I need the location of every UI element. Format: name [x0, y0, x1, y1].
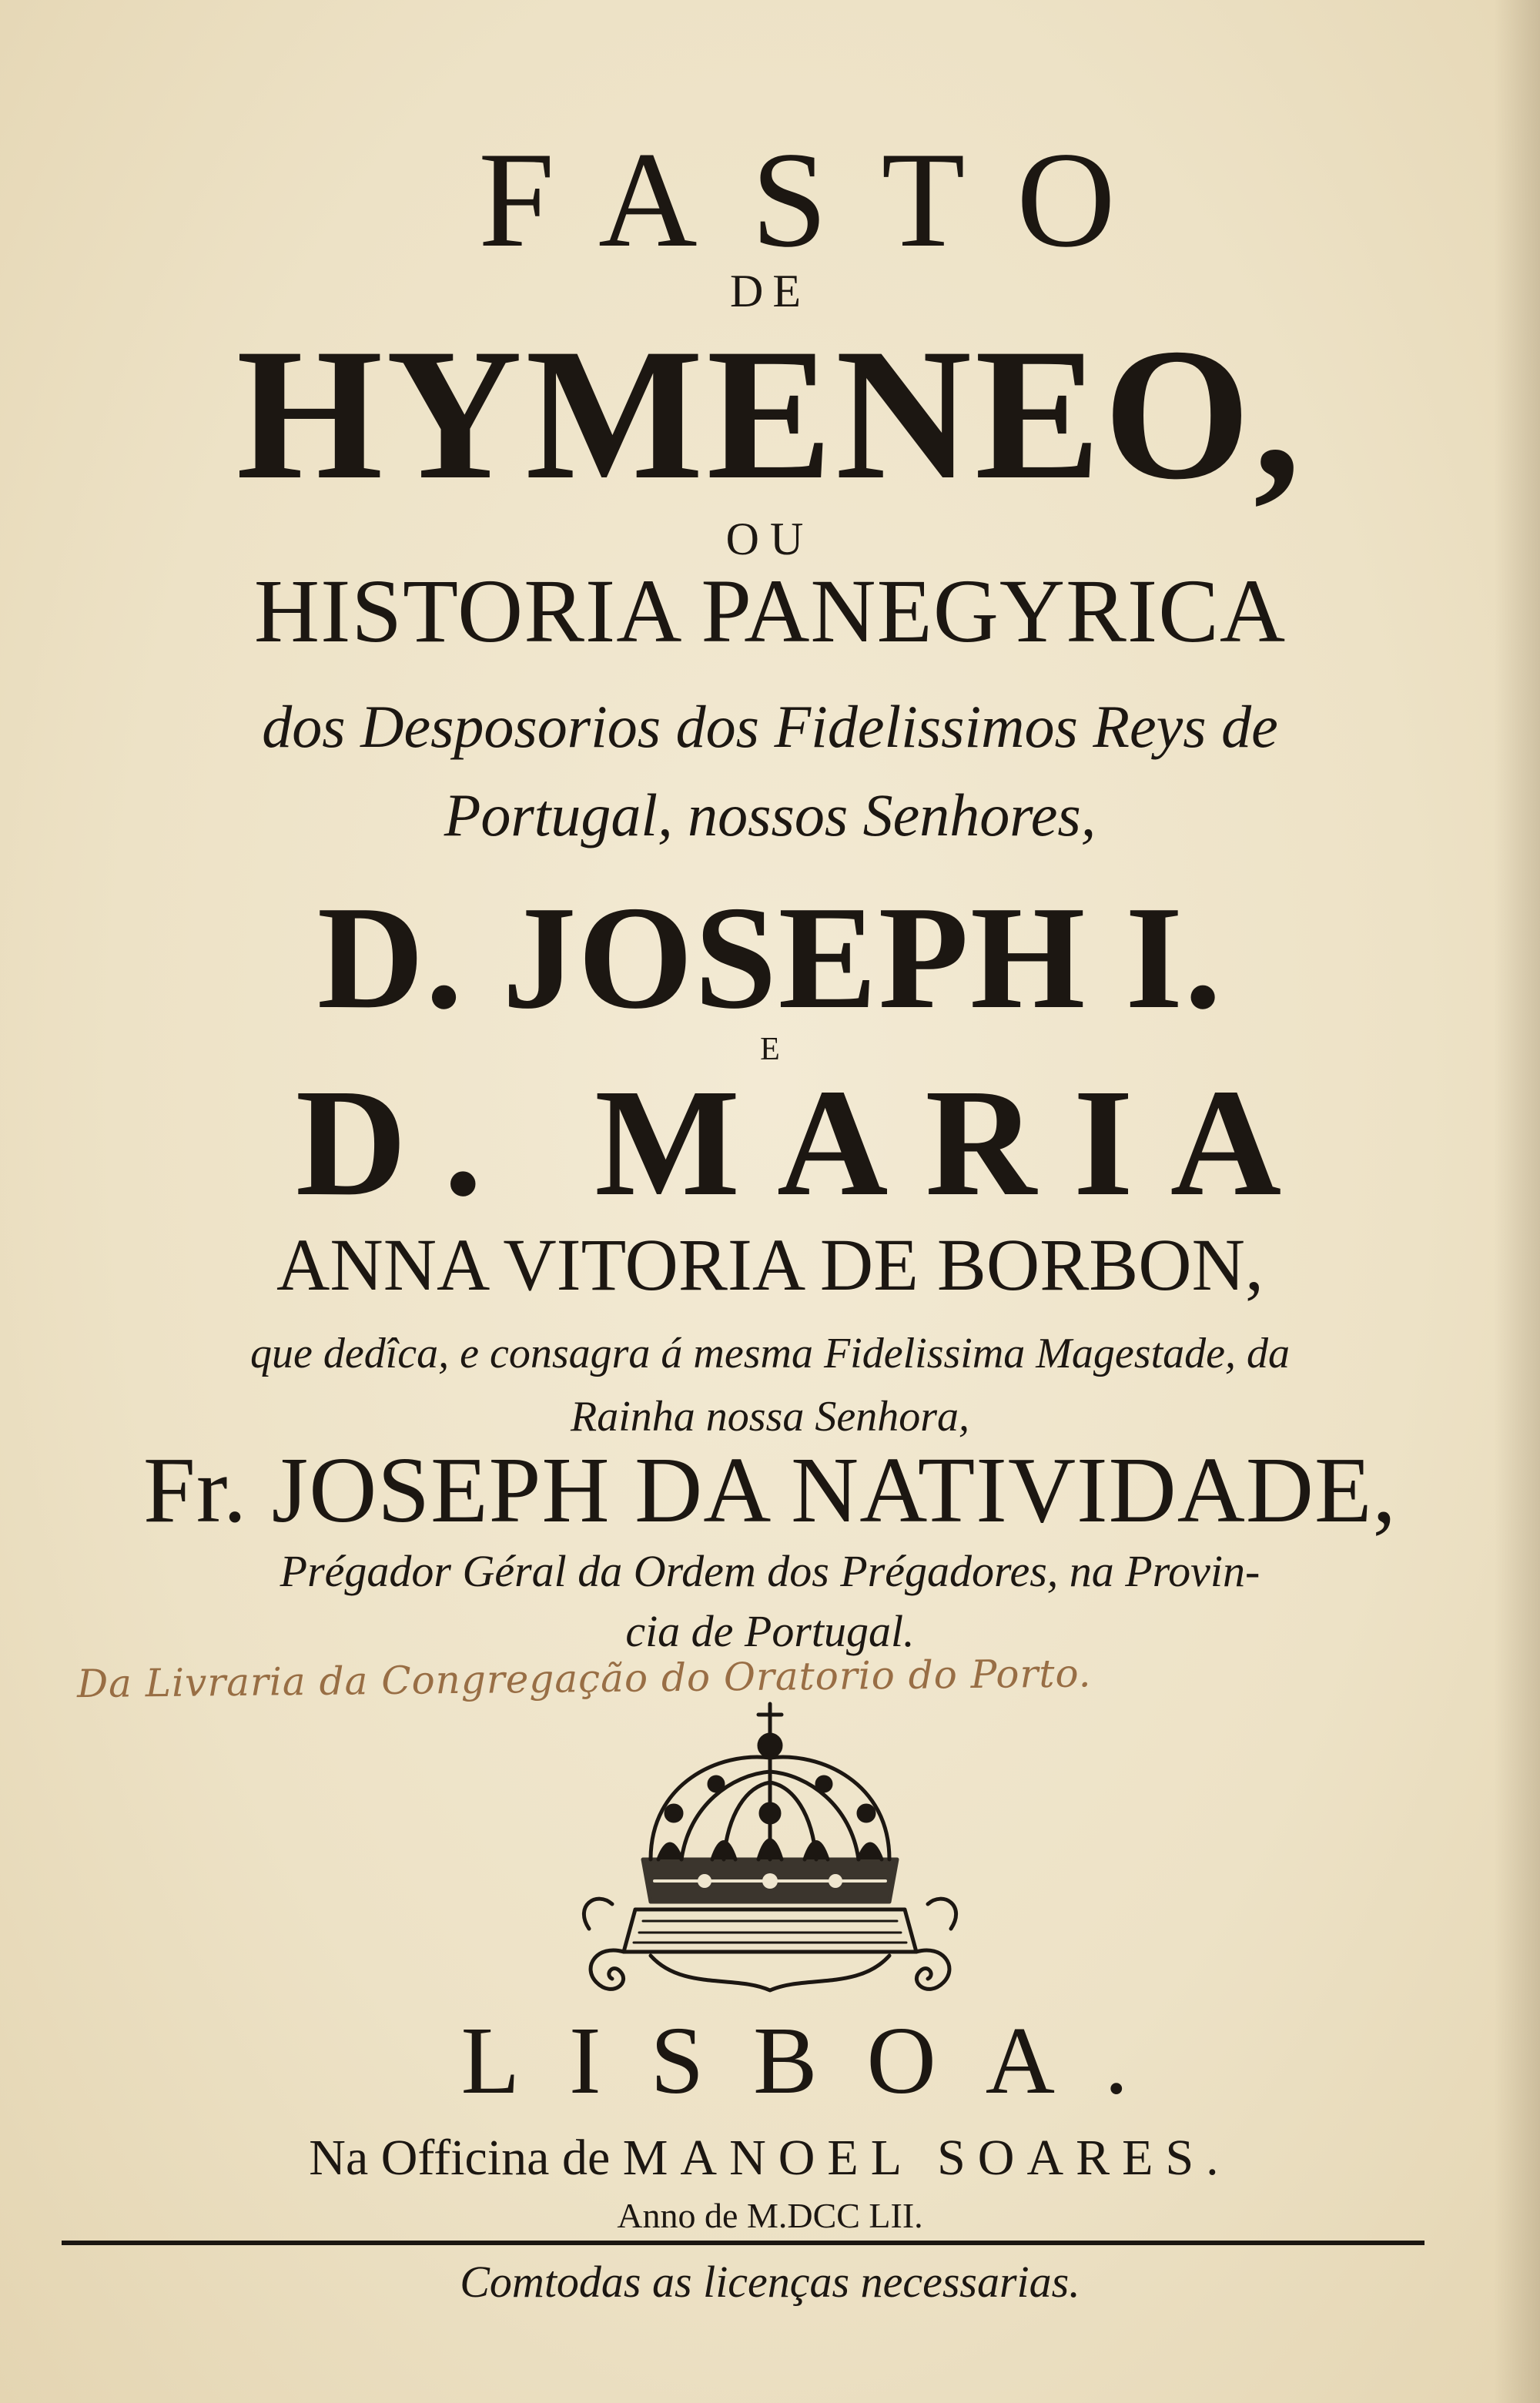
imprint-officina — [0, 2130, 1540, 2186]
name-queen: D. MARIA — [295, 1058, 1319, 1228]
author-name: Fr. JOSEPH DA NATIVIDADE, — [142, 1438, 1398, 1542]
imprint-city: LISBOA. — [460, 2008, 1178, 2114]
title-hymeneo: HYMENEO, — [236, 310, 1304, 518]
name-conjunction: E — [760, 1032, 780, 1067]
author-role-line-1: Prégador Géral da Ordem dos Prégadores, na Provin- — [280, 1546, 1260, 1596]
dedication-line-2: Rainha nossa Senhora, — [571, 1393, 969, 1441]
title-de: DE — [730, 266, 810, 316]
title-historia-panegyrica: HISTORIA PANEGYRICA — [253, 561, 1287, 661]
horizontal-rule — [62, 2241, 1424, 2245]
title-ou: OU — [725, 514, 815, 564]
dedication-line-1: que dedîca, e consagra á mesma Fidelissima Magestade, da — [250, 1330, 1290, 1377]
imprint-year: Anno de M.DCC LII. — [617, 2196, 923, 2235]
author-role-line-2: cia de Portugal. — [625, 1606, 915, 1656]
royal-crown-icon — [566, 1698, 974, 2006]
title-fasto: FASTO — [478, 123, 1170, 276]
imprint-officina-prefix: Na Officina de — [309, 2130, 611, 2186]
ownership-inscription: Da Livraria da Congregação do Oratorio do Porto. — [76, 1651, 1092, 1707]
imprint-printer: MANOEL SOARES. — [622, 2130, 1231, 2186]
subtitle-line-1: dos Desposorios dos Fidelissimos Reys de — [262, 693, 1278, 760]
license-statement: Comtodas as licenças necessarias. — [460, 2257, 1080, 2307]
name-queen-continued: ANNA VITORIA DE BORBON, — [276, 1223, 1264, 1306]
name-king: D. JOSEPH I. — [316, 875, 1224, 1039]
subtitle-line-2: Portugal, nossos Senhores, — [444, 781, 1096, 848]
